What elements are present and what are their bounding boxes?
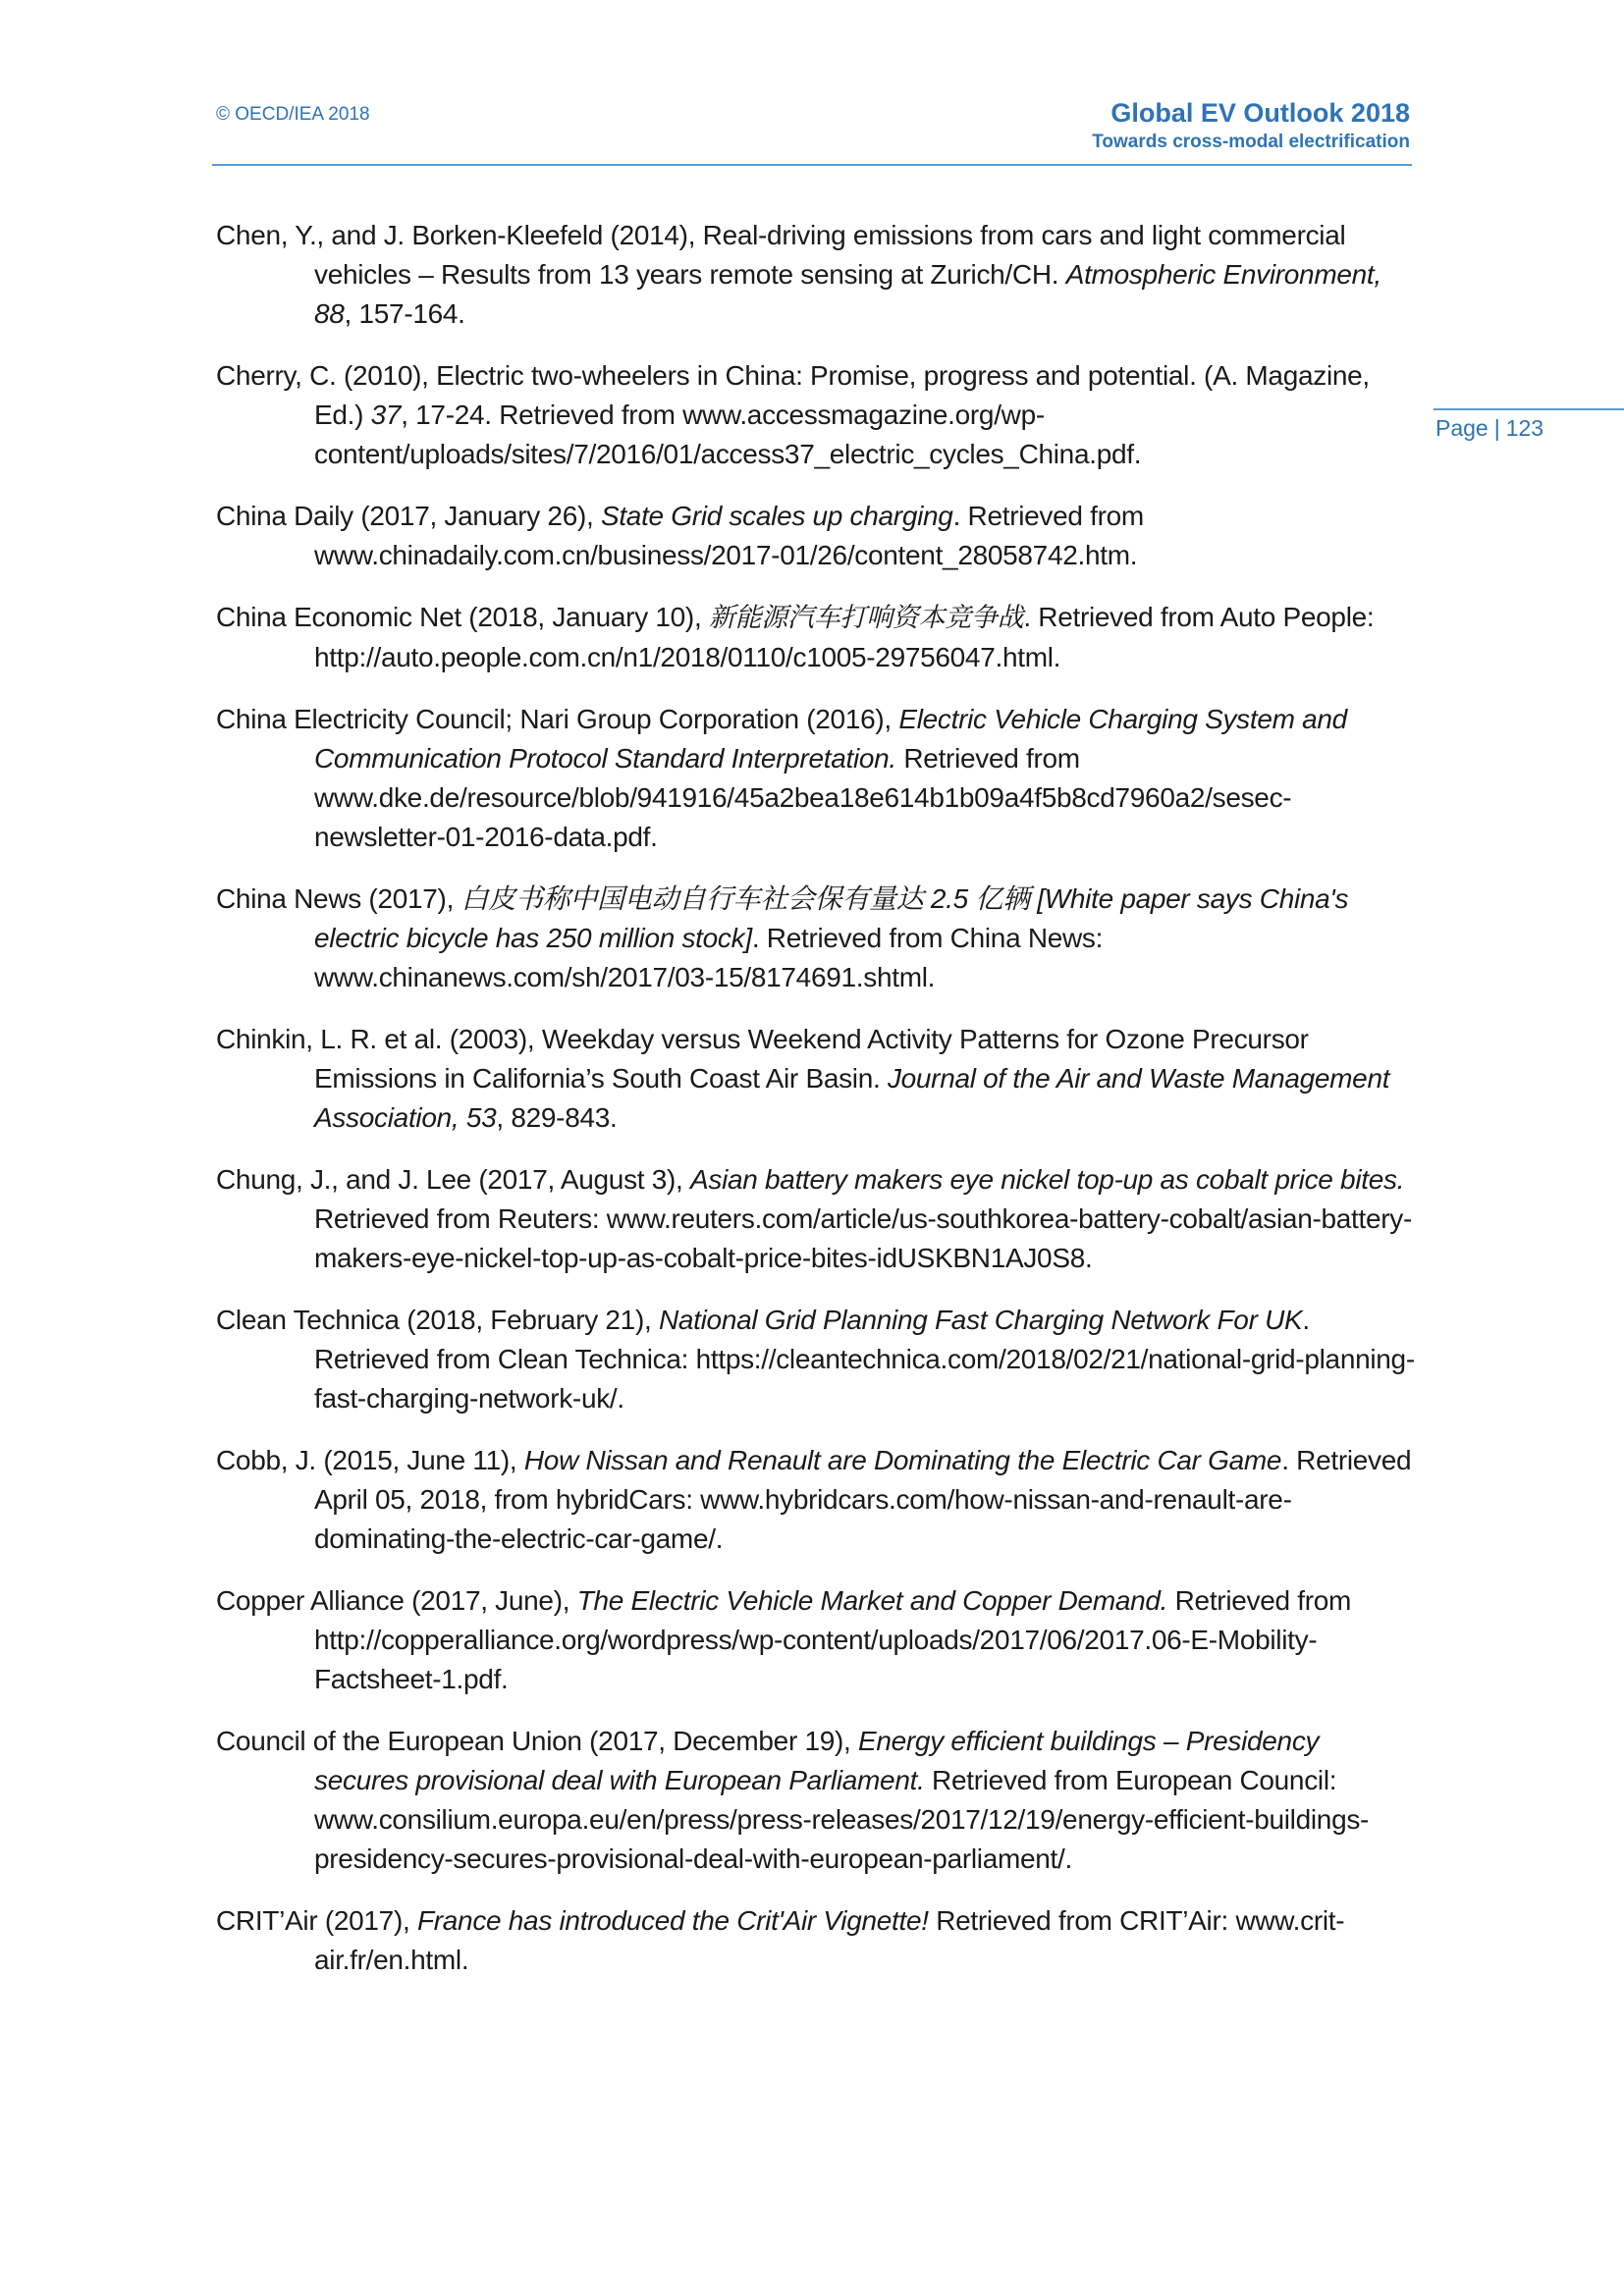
reference-entry (216, 216, 1416, 334)
reference-text: . Retrieved from Clean Technica: https://cleantechnica.com/2018/02/21/national-grid-planning-fast-charging-network-uk/. (314, 1305, 1415, 1414)
reference-title: The Electric Vehicle Market and Copper Demand. (576, 1585, 1168, 1616)
reference-title: Atmospheric Environment, 88 (314, 259, 1381, 329)
reference-entry (216, 1020, 1416, 1138)
reference-entry (216, 598, 1416, 677)
reference-text: CRIT’Air (2017), (216, 1905, 417, 1936)
reference-text: , 17-24. Retrieved from www.accessmagazine.org/wp-content/uploads/sites/7/2016/01/access37_electric_cycles_China.pdf. (314, 400, 1142, 469)
report-title: Global EV Outlook 2018 (1110, 98, 1410, 128)
page-label: Page (1435, 415, 1489, 441)
reference-text: Cherry, C. (2010), Electric two-wheelers in China: Promise, progress and potential. (A. Magazine, Ed.) (216, 360, 1370, 430)
reference-title: France has introduced the Crit'Air Vignette! (416, 1905, 929, 1936)
reference-title: 白皮书称中国电动自行车社会保有量达 2.5 亿辆 [White paper says China's electric bicycle has 250 million stock] (314, 883, 1349, 953)
copyright-notice: © OECD/IEA 2018 (216, 104, 370, 125)
reference-entry (216, 880, 1416, 997)
page-number: 123 (1505, 415, 1544, 441)
reference-entry (216, 1160, 1416, 1278)
reference-text: Council of the European Union (2017, December 19), (216, 1726, 858, 1756)
reference-text: Chung, J., and J. Lee (2017, August 3), (216, 1164, 690, 1195)
reference-text: Chen, Y., and J. Borken-Kleefeld (2014), Real-driving emissions from cars and light commercial vehicles – Results from 13 years remote sensing at Zurich/CH. (216, 220, 1346, 290)
reference-text: . Retrieved from Auto People: http://auto.people.com.cn/n1/2018/0110/c1005-29756047.html. (314, 602, 1375, 672)
reference-text: Retrieved from www.dke.de/resource/blob/941916/45a2bea18e614b1b09a4f5b8cd7960a2/sesec-newsletter-01-2016-data.pdf. (314, 743, 1292, 852)
reference-text: Retrieved from European Council: www.consilium.europa.eu/en/press/press-releases/2017/12/19/energy-efficient-buildings-presidency-secures-provisional-deal-with-european-parliament/. (314, 1765, 1370, 1874)
reference-text: Retrieved from Reuters: www.reuters.com/article/us-southkorea-battery-cobalt/asian-battery-makers-eye-nickel-top-up-as-cobalt-price-bites-idUSKBN1AJ0S8. (314, 1203, 1413, 1273)
page-separator: | (1493, 415, 1500, 441)
reference-text: China Electricity Council; Nari Group Corporation (2016), (216, 704, 899, 734)
reference-text: Clean Technica (2018, February 21), (216, 1305, 659, 1335)
reference-text: China Daily (2017, January 26), (216, 501, 601, 531)
reference-text: , 829-843. (496, 1102, 618, 1133)
reference-list (216, 216, 1416, 2002)
reference-title: 新能源汽车打响资本竞争战 (708, 603, 1024, 633)
reference-text: China Economic Net (2018, January 10), (216, 602, 709, 632)
reference-title: Asian battery makers eye nickel top-up as cobalt price bites. (690, 1164, 1405, 1195)
reference-entry (216, 1441, 1416, 1559)
reference-text: Copper Alliance (2017, June), (216, 1585, 577, 1616)
reference-text: . Retrieved April 05, 2018, from hybridCars: www.hybridcars.com/how-nissan-and-renault-are-dominating-the-electric-car-game/. (314, 1445, 1412, 1554)
reference-entry (216, 700, 1416, 857)
reference-entry (216, 497, 1416, 575)
reference-title: State Grid scales up charging (600, 501, 953, 531)
reference-title: Journal of the Air and Waste Management Association, 53 (314, 1063, 1390, 1133)
report-subtitle: Towards cross-modal electrification (1092, 132, 1410, 152)
reference-entry (216, 1301, 1416, 1418)
reference-title: 37 (370, 400, 402, 430)
reference-title: Electric Vehicle Charging System and Communication Protocol Standard Interpretation. (314, 704, 1347, 774)
reference-text: . Retrieved from China News: www.chinanews.com/sh/2017/03-15/8174691.shtml. (314, 923, 1104, 992)
page-number-block (1435, 415, 1543, 442)
reference-entry (216, 1722, 1416, 1879)
reference-entry (216, 356, 1416, 474)
reference-text: . Retrieved from www.chinadaily.com.cn/business/2017-01/26/content_28058742.htm. (314, 501, 1144, 570)
reference-entry (216, 1901, 1416, 1980)
reference-title: Energy efficient buildings – Presidency secures provisional deal with European Parliament. (314, 1726, 1320, 1795)
running-header (1092, 96, 1410, 155)
header-divider (212, 164, 1412, 166)
reference-entry (216, 1581, 1416, 1699)
reference-title: National Grid Planning Fast Charging Network For UK (658, 1305, 1303, 1335)
reference-text: China News (2017), (216, 883, 461, 914)
reference-text: Retrieved from http://copperalliance.org/wordpress/wp-content/uploads/2017/06/2017.06-E-Mobility-Factsheet-1.pdf. (314, 1585, 1352, 1694)
reference-text: Cobb, J. (2015, June 11), (216, 1445, 524, 1475)
reference-text: , 157-164. (344, 298, 465, 329)
reference-text: Retrieved from CRIT’Air: www.crit-air.fr/en.html. (314, 1905, 1345, 1975)
page-number-divider (1434, 408, 1624, 410)
reference-title: How Nissan and Renault are Dominating the Electric Car Game (523, 1445, 1282, 1475)
reference-text: Chinkin, L. R. et al. (2003), Weekday versus Weekend Activity Patterns for Ozone Precursor Emissions in California’s South Coast Air Basin. (216, 1024, 1309, 1094)
